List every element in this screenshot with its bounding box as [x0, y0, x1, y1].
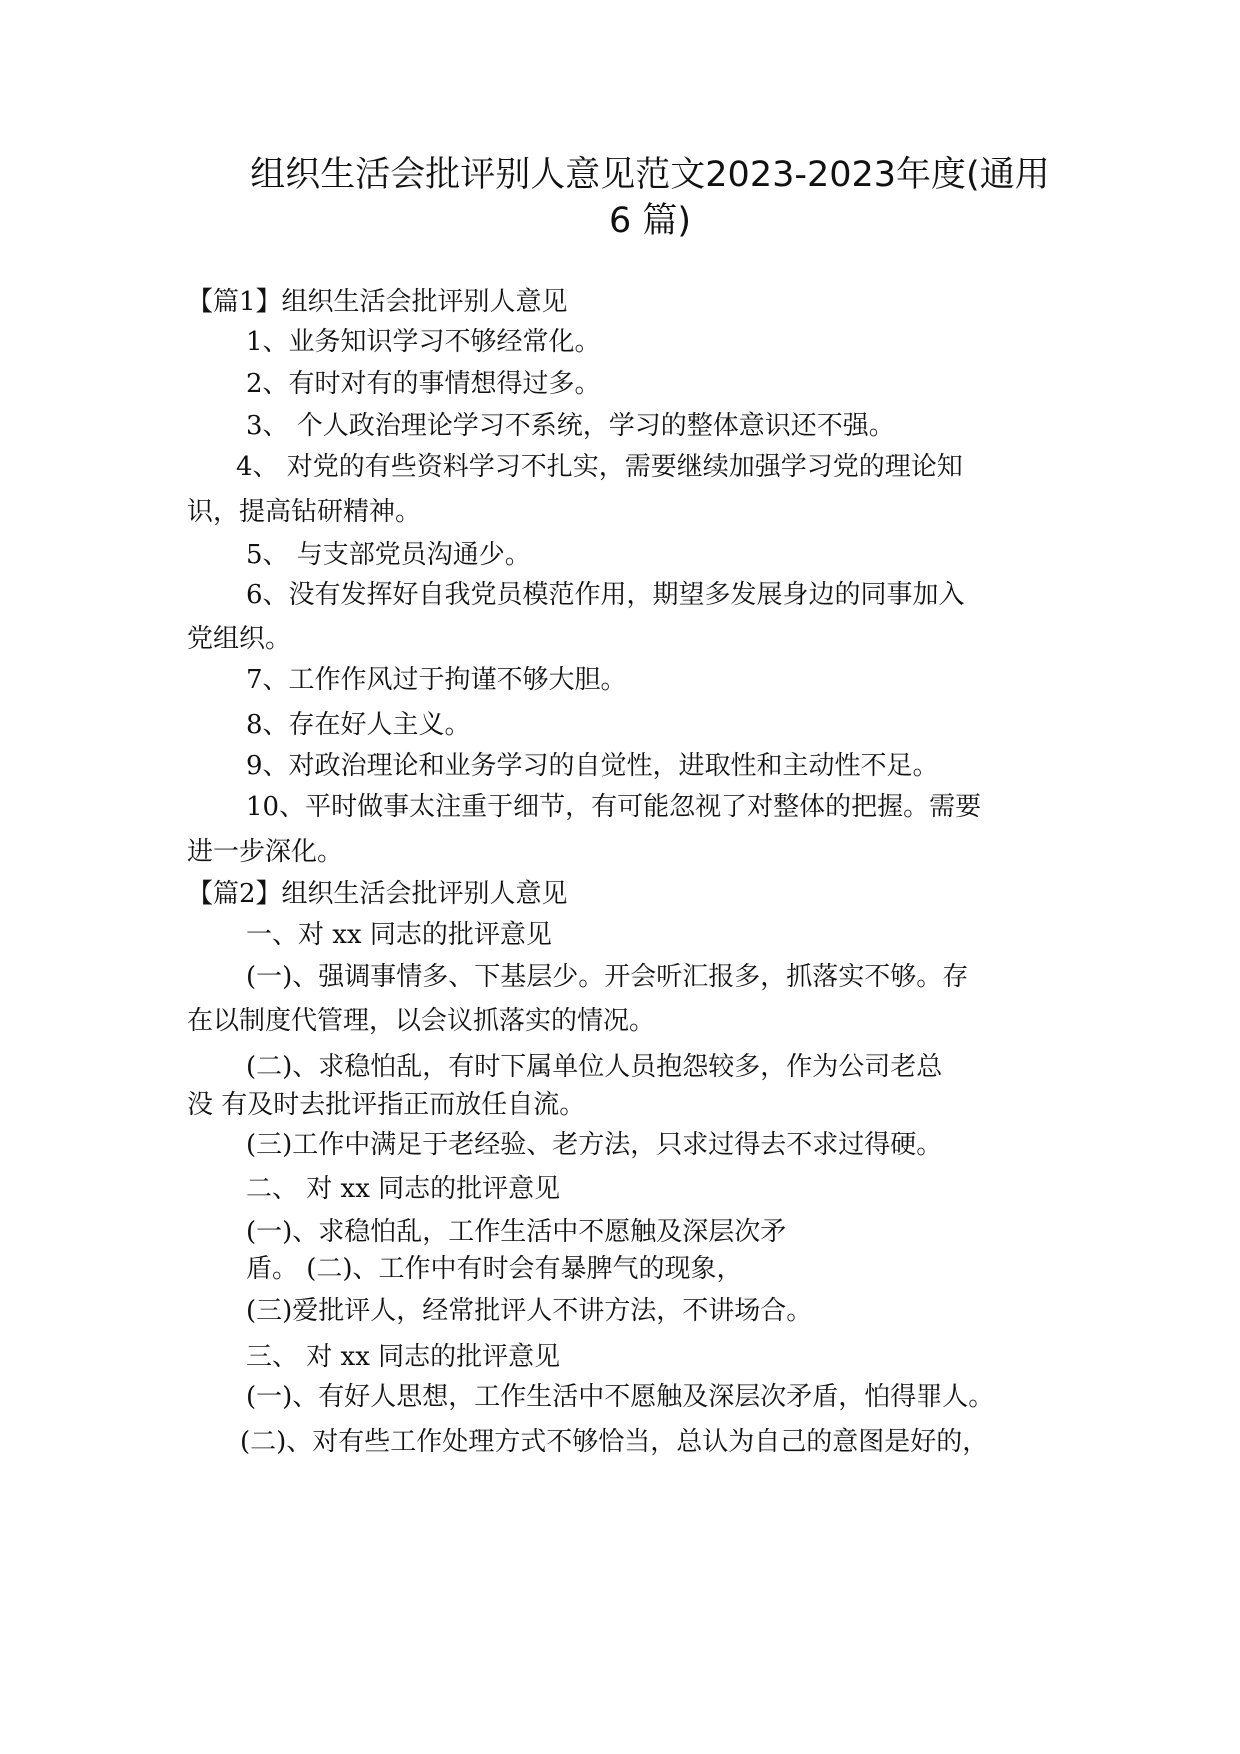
paragraph-line: 盾。 (二)、工作中有时会有暴脾气的现象，	[246, 1254, 743, 1284]
paragraph-line: (一)、有好人思想，工作生活中不愿触及深层次矛盾，怕得罪人。	[246, 1382, 995, 1412]
paragraph-line: 一、对 xx 同志的批评意见	[246, 920, 552, 950]
paragraph-line: 进一步深化。	[187, 837, 344, 867]
paragraph-line: 没 有及时去批评指正而放任自流。	[187, 1090, 586, 1120]
paragraph-line: (一)、强调事情多、下基层少。开会听汇报多，抓落实不够。存	[246, 962, 969, 992]
paragraph-line: 7、工作作风过于拘谨不够大胆。	[246, 665, 627, 695]
paragraph-line: 在以制度代管理，以会议抓落实的情况。	[187, 1006, 656, 1036]
paragraph-line: (三)工作中满足于老经验、老方法，只求过得去不求过得硬。	[246, 1130, 943, 1160]
paragraph-line: 4、 对党的有些资料学习不扎实，需要继续加强学习党的理论知	[236, 452, 963, 482]
paragraph-line: (一)、求稳怕乱，工作生活中不愿触及深层次矛	[246, 1217, 787, 1247]
paragraph-line: 9、对政治理论和业务学习的自觉性，进取性和主动性不足。	[246, 751, 939, 781]
paragraph-line: 识，提高钻研精神。	[187, 497, 422, 527]
paragraph-line: 3、 个人政治理论学习不系统，学习的整体意识还不强。	[246, 411, 895, 441]
title-line-2: 6 篇)	[608, 201, 692, 241]
paragraph-line: 三、 对 xx 同志的批评意见	[246, 1342, 561, 1372]
paragraph-line: 6、没有发挥好自我党员模范作用，期望多发展身边的同事加入	[246, 580, 965, 610]
paragraph-line: (二)、对有些工作处理方式不够恰当，总认为自己的意图是好的，	[240, 1427, 989, 1457]
paragraph-line: 党组织。	[187, 624, 292, 654]
paragraph-line: (三)爱批评人，经常批评人不讲方法，不讲场合。	[246, 1296, 813, 1326]
paragraph-line: 2、有时对有的事情想得过多。	[246, 369, 601, 399]
paragraph-line: 1、业务知识学习不够经常化。	[246, 327, 601, 357]
section-heading-2: 【篇2】组织生活会批评别人意见	[187, 879, 568, 909]
section-heading-1: 【篇1】组织生活会批评别人意见	[187, 287, 568, 317]
paragraph-line: 10、平时做事太注重于细节，有可能忽视了对整体的把握。需要	[246, 792, 982, 822]
paragraph-line: 5、 与支部党员沟通少。	[246, 540, 531, 570]
title-line-1: 组织生活会批评别人意见范文2023-2023年度(通用	[250, 155, 1050, 195]
paragraph-line: (二)、求稳怕乱，有时下属单位人员抱怨较多，作为公司老总	[246, 1052, 943, 1082]
paragraph-line: 二、 对 xx 同志的批评意见	[246, 1174, 561, 1204]
paragraph-line: 8、存在好人主义。	[246, 710, 471, 740]
document-title	[200, 152, 1100, 244]
